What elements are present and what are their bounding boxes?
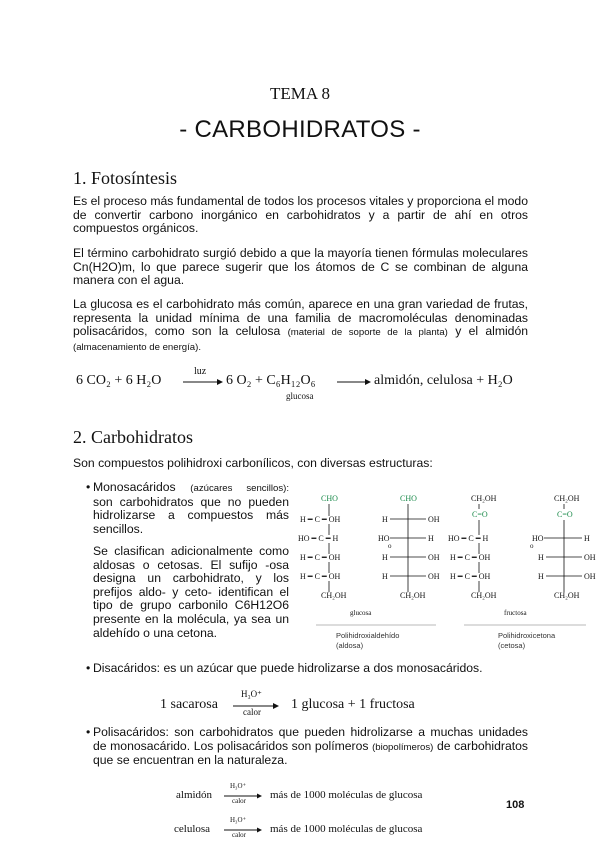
svg-text:H: H <box>428 534 434 543</box>
paragraph-3-mid: y el almidón <box>455 324 529 339</box>
sacarosa-arrow-bottom: calor <box>243 707 261 717</box>
carbonyl-label-d: C=O <box>557 510 573 519</box>
svg-text:H: H <box>382 572 388 581</box>
carbonyl-label-c: C=O <box>472 510 488 519</box>
mono-text: son carbohidratos que no pueden hidrolizarse a compuestos más sencillos. <box>93 494 289 536</box>
svg-text:H ━ C ━ OH: H ━ C ━ OH <box>300 515 341 524</box>
paragraph-3-main: La glucosa es el carbohidrato más común, aparece en una gran variedad de frutas, representa la unidad mínima de una familia de macromoléculas denominadas polisacáridos, como son la celulosa <box>73 297 528 339</box>
svg-text:HO: HO <box>378 534 390 543</box>
almidon-lhs: almidón <box>176 789 213 801</box>
svg-text:HO ━ C ━ H: HO ━ C ━ H <box>448 534 489 543</box>
mono-paragraph-2: Se clasifican adicionalmente como aldosas o cetosas. El sufijo -osa designa un carbohidrato, y los prefijos aldo- y ceto- identifican el tipo de grupo carbonilo C6H12O6 presente en la molécula, ya sea un aldehído o una cetona. <box>93 544 289 640</box>
bullet-mono: • <box>86 480 91 494</box>
section-heading-carbohidratos: 2. Carbohidratos <box>73 427 193 447</box>
bullet-di: • <box>86 661 91 675</box>
ch2oh-top-d: CH₂OH <box>554 494 580 503</box>
cho-label-b: CHO <box>400 494 417 503</box>
ch2oh-bottom-d: CH₂OH <box>554 591 580 600</box>
section-heading-fotosintesis: 1. Fotosíntesis <box>73 168 178 188</box>
reaction-arrow-icon <box>183 377 223 387</box>
glucosa-figure-label: glucosa <box>350 609 372 617</box>
fischer-projections-figure <box>296 488 596 656</box>
sacarosa-lhs: 1 sacarosa <box>160 697 218 712</box>
sacarosa-rhs: 1 glucosa + 1 fructosa <box>291 697 415 712</box>
svg-text:H: H <box>382 553 388 562</box>
caption-cetosa-1: Polihidroxicetona <box>498 631 556 640</box>
paragraph-3-note-almidon: (almacenamiento de energía). <box>73 341 201 353</box>
mono-note: (azúcares sencillos): <box>190 483 289 494</box>
svg-text:OH: OH <box>584 553 596 562</box>
reaction-arrow-icon-2 <box>337 377 371 387</box>
almidon-arrow-bottom: calor <box>232 797 246 805</box>
paragraph-3-note-celulosa: (material de soporte de la planta) <box>287 327 448 339</box>
celulosa-rhs: más de 1000 moléculas de glucosa <box>270 823 423 835</box>
paragraph-2: El término carbohidrato surgió debido a que la mayoría tienen fórmulas moleculares Cn(H2O)m, lo que parece sugerir que los átomos de C se combinan de alguna manera con el agua. <box>73 246 528 288</box>
paragraph-3 <box>73 298 528 354</box>
svg-text:H: H <box>584 534 590 543</box>
equation-glucosa-label: glucosa <box>286 391 314 401</box>
svg-text:OH: OH <box>584 572 596 581</box>
svg-text:OH: OH <box>428 572 440 581</box>
equation-products: 6 O₂ + C₆H₁₂O₆ <box>226 373 316 388</box>
ch2oh-label-a: CH₂OH <box>321 591 347 600</box>
celulosa-arrow-bottom: calor <box>232 831 246 839</box>
svg-text:H: H <box>538 553 544 562</box>
equation-lhs: 6 CO₂ + 6 H₂O <box>76 373 162 388</box>
bullet-poly: • <box>86 725 91 739</box>
celulosa-lhs: celulosa <box>174 823 211 835</box>
fructosa-figure-label: fructosa <box>504 609 527 617</box>
or-label-left: o <box>388 542 392 550</box>
fructosa-fischer-a <box>448 494 497 600</box>
svg-text:OH: OH <box>428 515 440 524</box>
mono-title: Monosacáridos <box>93 480 176 494</box>
section2-intro: Son compuestos polihidroxi carbonílicos, con diversas estructuras: <box>73 456 433 470</box>
equation-rhs: almidón, celulosa + H₂O <box>374 373 513 388</box>
svg-text:H: H <box>538 572 544 581</box>
almidon-arrow-top: H₃O⁺ <box>230 782 247 790</box>
mono-paragraph <box>93 481 289 536</box>
svg-text:H ━ C ━ OH: H ━ C ━ OH <box>450 572 491 581</box>
svg-text:HO ━ C ━ H: HO ━ C ━ H <box>298 534 339 543</box>
di-paragraph: Disacáridos: es un azúcar que puede hidrolizarse a dos monosacáridos. <box>93 661 483 675</box>
poly-note: (biopolímeros) <box>372 741 434 753</box>
caption-aldosa-1: Polihidroxialdehído <box>336 631 400 640</box>
almidon-rhs: más de 1000 moléculas de glucosa <box>270 789 423 801</box>
svg-text:OH: OH <box>428 553 440 562</box>
fructosa-fischer-b <box>532 494 596 600</box>
caption-aldosa-2: (aldosa) <box>336 641 364 650</box>
page-number: 108 <box>506 799 525 811</box>
poly-paragraph <box>93 726 528 768</box>
chapter-label: TEMA 8 <box>270 84 330 103</box>
sacarosa-arrow-top: H₃O⁺ <box>241 689 262 699</box>
svg-text:HO: HO <box>532 534 544 543</box>
or-label-right: o <box>530 542 534 550</box>
svg-text:H ━ C ━ OH: H ━ C ━ OH <box>300 572 341 581</box>
svg-text:H: H <box>382 515 388 524</box>
poly-text-2: de carbohidratos que se encuentran en la naturaleza. <box>93 738 529 768</box>
ch2oh-label-b: CH₂OH <box>400 591 426 600</box>
cho-label-a: CHO <box>321 494 338 503</box>
ch2oh-top-c: CH₂OH <box>471 494 497 503</box>
caption-cetosa-2: (cetosa) <box>498 641 526 650</box>
page-title: - CARBOHIDRATOS - <box>179 116 421 143</box>
glucosa-fischer-a <box>298 494 347 600</box>
svg-text:H ━ C ━ OH: H ━ C ━ OH <box>450 553 491 562</box>
poly-text: Polisacáridos: son carbohidratos que pueden hidrolizarse a muchas unidades de monosacárido. Los polisacáridos son polímeros <box>93 725 528 753</box>
celulosa-arrow-top: H₃O⁺ <box>230 816 247 824</box>
svg-text:H ━ C ━ OH: H ━ C ━ OH <box>300 553 341 562</box>
paragraph-1: Es el proceso más fundamental de todos los procesos vitales y proporciona el modo de convertir carbono inorgánico en carbohidratos y a partir de ahí en otros compuestos orgánicos. <box>73 194 528 236</box>
equation-arrow-label: luz <box>194 366 207 377</box>
ch2oh-bottom-c: CH₂OH <box>471 591 497 600</box>
